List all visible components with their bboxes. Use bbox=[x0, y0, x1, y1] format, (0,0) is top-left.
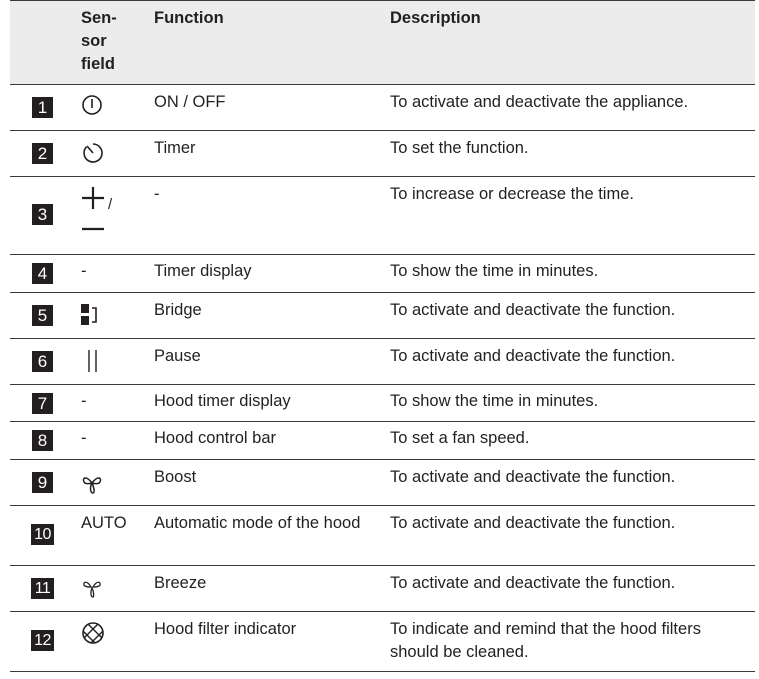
sensor-field-text: - bbox=[81, 392, 87, 410]
table-row bbox=[10, 506, 755, 566]
row-number-badge: 3 bbox=[32, 204, 53, 225]
filter-icon bbox=[81, 621, 105, 645]
function-label: - bbox=[154, 185, 160, 203]
description-text: To increase or decrease the time. bbox=[390, 185, 634, 203]
bridge-icon bbox=[81, 304, 101, 326]
header-sensor-field: Sen- sor field bbox=[81, 9, 117, 73]
description-text: To activate and deactivate the function. bbox=[390, 347, 676, 365]
plus-minus-separator: / bbox=[108, 196, 113, 213]
row-number-badge: 8 bbox=[32, 430, 53, 451]
row-number-badge: 2 bbox=[32, 143, 53, 164]
table-row bbox=[10, 85, 755, 131]
table-row bbox=[10, 131, 755, 177]
description-text: To activate and deactivate the function. bbox=[390, 301, 676, 319]
breeze-fan-icon bbox=[81, 576, 103, 600]
row-number-badge: 12 bbox=[31, 630, 54, 651]
table-row bbox=[10, 293, 755, 339]
description-text: To show the time in minutes. bbox=[390, 262, 599, 280]
pause-icon bbox=[86, 349, 100, 373]
function-label: Breeze bbox=[154, 574, 207, 592]
description-text: To set a fan speed. bbox=[390, 429, 530, 447]
table-row bbox=[10, 177, 755, 255]
table-row bbox=[10, 612, 755, 672]
description-text: To activate and deactivate the function. bbox=[390, 574, 676, 592]
row-number-badge: 4 bbox=[32, 263, 53, 284]
table-row bbox=[10, 255, 755, 293]
table-row bbox=[10, 339, 755, 385]
function-label: Hood timer display bbox=[154, 392, 291, 410]
plus-minus-icon bbox=[81, 186, 109, 234]
header-description: Description bbox=[390, 9, 481, 27]
description-text: To show the time in minutes. bbox=[390, 392, 599, 410]
timer-icon bbox=[81, 141, 105, 165]
power-icon bbox=[81, 94, 103, 116]
row-number-badge: 10 bbox=[31, 524, 54, 545]
description-text: To set the function. bbox=[390, 139, 529, 157]
description-text: To activate and deactivate the function. bbox=[390, 514, 676, 532]
function-label: Timer display bbox=[154, 262, 252, 280]
row-number-badge: 11 bbox=[31, 578, 54, 599]
table-row bbox=[10, 385, 755, 422]
row-number-badge: 6 bbox=[32, 351, 53, 372]
function-label: Pause bbox=[154, 347, 201, 365]
boost-fan-icon bbox=[81, 471, 103, 495]
header-function: Function bbox=[154, 9, 224, 27]
table-header-row bbox=[10, 0, 755, 85]
function-label: Automatic mode of the hood bbox=[154, 514, 361, 532]
function-label: Hood control bar bbox=[154, 429, 276, 447]
function-label: Hood filter indicator bbox=[154, 620, 297, 638]
function-label: Boost bbox=[154, 468, 197, 486]
description-text: To indicate and remind that the hood filters should be cleaned. bbox=[390, 620, 701, 661]
table-row bbox=[10, 566, 755, 612]
function-label: Timer bbox=[154, 139, 196, 157]
row-number-badge: 1 bbox=[32, 97, 53, 118]
row-number-badge: 7 bbox=[32, 393, 53, 414]
function-label: ON / OFF bbox=[154, 93, 226, 111]
table-row bbox=[10, 460, 755, 506]
table-row bbox=[10, 422, 755, 460]
description-text: To activate and deactivate the appliance. bbox=[390, 93, 689, 111]
row-number-badge: 5 bbox=[32, 305, 53, 326]
function-label: Bridge bbox=[154, 301, 202, 319]
description-text: To activate and deactivate the function. bbox=[390, 468, 676, 486]
sensor-field-text: AUTO bbox=[81, 514, 127, 532]
sensor-field-text: - bbox=[81, 262, 87, 280]
row-number-badge: 9 bbox=[32, 472, 53, 493]
sensor-field-text: - bbox=[81, 429, 87, 447]
